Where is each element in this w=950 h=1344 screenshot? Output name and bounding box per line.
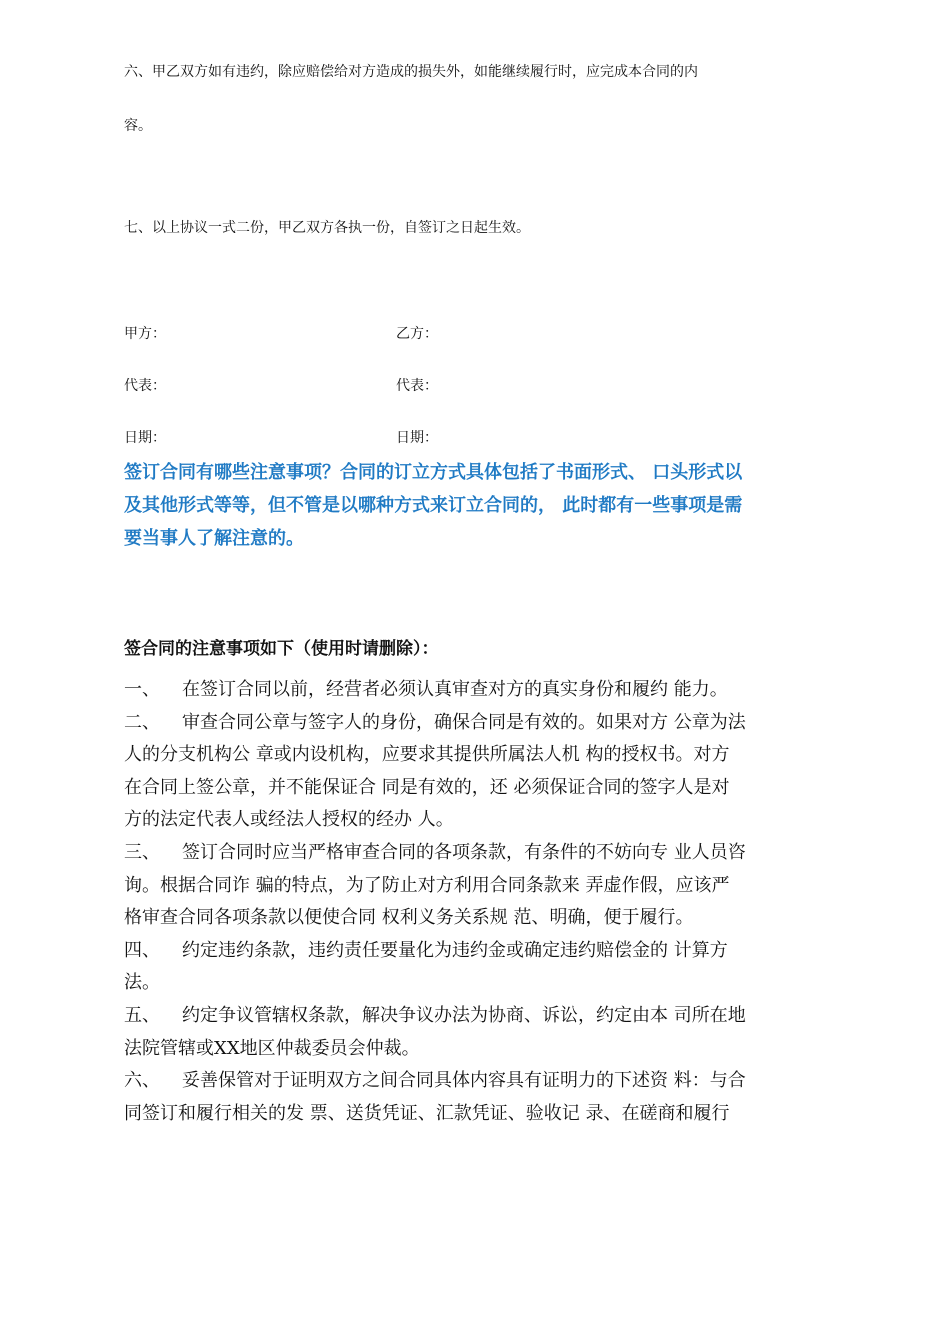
note-text: 约定违约条款，违约责任要量化为违约金或确定违约赔偿金的 计算方 (182, 939, 728, 961)
representative-b-label: 代表： (396, 378, 438, 394)
representative-a-label: 代表： (124, 378, 166, 394)
note-number: 五、 (124, 1004, 160, 1026)
note-text: 格审查合同各项条款以便使合同 权利义务关系规 范、明确，便于履行。 (124, 907, 694, 929)
note-number: 六、 (124, 1070, 160, 1092)
note-text: 约定争议管辖权条款，解决争议办法为协商、诉讼，约定由本 司所在地 (182, 1004, 746, 1026)
date-a-label: 日期： (124, 430, 166, 446)
note-text: 法。 (124, 972, 160, 994)
callout-line: 要当事人了解注意的。 (124, 528, 304, 549)
note-text: 在合同上签公章，并不能保证合 同是有效的，还 必须保证合同的签字人是对 (124, 776, 730, 798)
note-text: 签订合同时应当严格审查合同的各项条款，有条件的不妨向专 业人员咨 (182, 841, 746, 863)
note-number: 三、 (124, 841, 160, 863)
callout-line: 签订合同有哪些注意事项？合同的订立方式具体包括了书面形式、 口头形式以 (124, 462, 743, 483)
note-text: 法院管辖或XX地区仲裁委员会仲裁。 (124, 1037, 420, 1059)
date-b-label: 日期： (396, 430, 438, 446)
party-b-label: 乙方： (396, 326, 438, 342)
note-item-2 (124, 707, 836, 837)
note-item-5 (124, 1000, 836, 1065)
notes-list (124, 674, 836, 1130)
clause-6-line-1: 六、甲乙双方如有违约，除应赔偿给对方造成的损失外，如能继续履行时，应完成本合同的内 (124, 64, 698, 80)
note-item-4 (124, 935, 836, 1000)
note-item-6 (124, 1065, 836, 1130)
note-text: 在签订合同以前，经营者必须认真审查对方的真实身份和履约 能力。 (182, 679, 728, 700)
note-number: 四、 (124, 939, 160, 961)
note-text: 人的分支机构公 章或内设机构，应要求其提供所属法人机 构的授权书。对方 (124, 744, 730, 766)
note-item-3 (124, 837, 836, 935)
note-number: 一、 (124, 679, 160, 700)
signing-tips-callout (124, 456, 836, 555)
notes-heading: 签合同的注意事项如下（使用时请删除）： (124, 639, 439, 659)
note-text: 询。根据合同诈 骗的特点，为了防止对方利用合同条款来 弄虚作假，应该严 (124, 874, 730, 896)
clause-7: 七、以上协议一式二份，甲乙双方各执一份，自签订之日起生效。 (124, 220, 530, 236)
party-a-label: 甲方： (124, 326, 166, 342)
callout-line: 及其他形式等等，但不管是以哪种方式来订立合同的， 此时都有一些事项是需 (124, 495, 743, 516)
note-text: 同签订和履行相关的发 票、送货凭证、汇款凭证、验收记 录、在磋商和履行 (124, 1102, 730, 1124)
note-item-1 (124, 674, 836, 707)
note-text: 妥善保管对于证明双方之间合同具体内容具有证明力的下述资 料：与合 (182, 1070, 746, 1092)
note-text: 审查合同公章与签字人的身份，确保合同是有效的。如果对方 公章为法 (182, 711, 746, 733)
clause-6-line-2: 容。 (124, 118, 152, 134)
note-number: 二、 (124, 711, 160, 733)
note-text: 方的法定代表人或经法人授权的经办 人。 (124, 809, 454, 831)
